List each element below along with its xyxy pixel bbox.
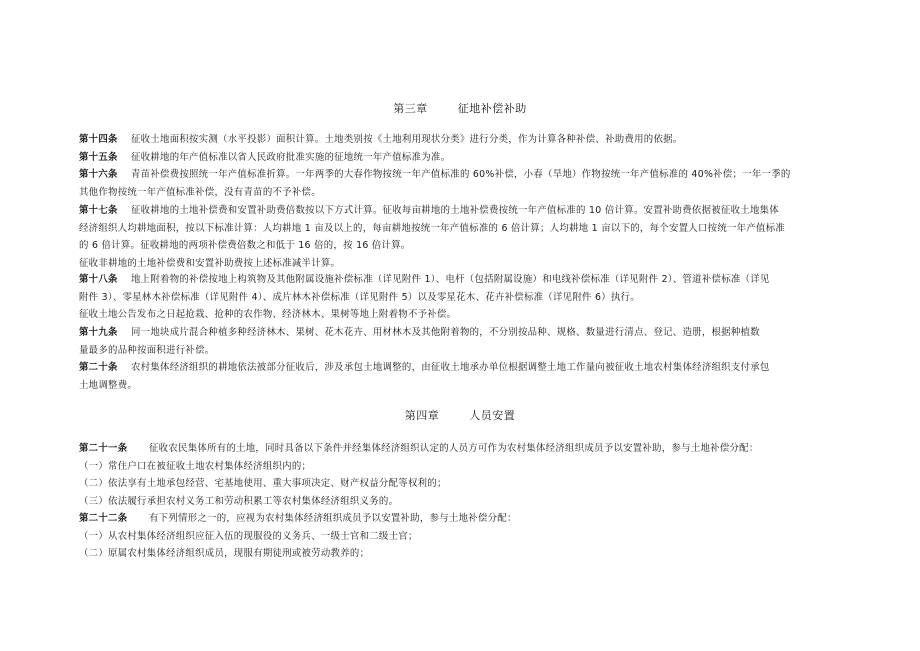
list-item: （二）依法享有土地承包经营、宅基地使用、重大事项决定、财产权益分配等权利的； [79,478,447,490]
article-text: 地上附着物的补偿按地上构筑物及其他附属设施补偿标准（详见附件 1）、电杆（包括附属设施）和电线补偿标准（详见附件 2）、管道补偿标准（详见 [131,274,770,285]
article-text: 征收农民集体所有的土地，同时具备以下条件并经集体经济组织认定的人员方可作为农村集体经济组织成员予以安置补助，参与土地补偿分配： [149,443,759,454]
article-16 [79,166,845,201]
article-text: 征收耕地的年产值标准以省人民政府批准实施的征地统一年产值标准为准。 [131,152,451,163]
article-text-continued: 其他作物按统一年产值标准补偿，没有青苗的不予补偿。 [79,186,321,198]
list-item: （二）原属农村集体经济组织成员，现服有期徒刑或被劳动教养的； [79,548,370,560]
article-text: 同一地块成片混合种植多种经济林木、果树、花木花卉、用材林木及其他附着物的，不分别按品种、规格、数量进行清点、登记、造册，根据种植数 [131,327,760,338]
article-label: 第十六条 [79,169,118,180]
article-text: 征收耕地的土地补偿费和安置补助费倍数按以下方式计算。征收每亩耕地的土地补偿费按统一年产值标准的 10 倍计算。安置补助费依据被征收土地集体 [131,205,779,216]
chapter-3-heading [0,100,920,116]
chapter-number: 第四章 [404,409,440,422]
article-label: 第十九条 [79,327,118,338]
article-label: 第二十条 [79,362,118,373]
article-label: 第十七条 [79,205,118,216]
article-14 [79,131,845,149]
article-label: 第二十一条 [79,443,128,454]
article-text-continued: 征收非耕地的土地补偿费和安置补助费按上述标准减半计算。 [79,257,341,269]
article-text-continued: 经济组织人均耕地面积，按以下标准计算：人均耕地 1 亩及以上的，每亩耕地按统一年产值标准的 6 倍计算；人均耕地 1 亩以下的，每个安置人口按统一年产值标准 [79,222,786,234]
article-text-continued: 量最多的品种按面积进行补偿。 [79,344,215,356]
article-text-continued: 征收土地公告发布之日起抢栽、抢种的农作物、经济林木、果树等地上附着物不予补偿。 [79,309,457,321]
article-label: 第十八条 [79,274,118,285]
article-text: 征收土地面积按实测（水平投影）面积计算。土地类别按《土地利用现状分类》进行分类，作为计算各种补偿、补助费用的依据。 [131,134,683,145]
article-label: 第二十二条 [79,513,128,524]
article-text-continued: 土地调整费。 [79,379,138,391]
list-item: （一）从农村集体经济组织应征入伍的现服役的义务兵、一级士官和二级士官； [79,530,418,542]
list-item: （一）常住户口在被征收土地农村集体经济组织内的； [79,460,312,472]
article-20 [79,359,845,394]
article-label: 第十五条 [79,152,118,163]
chapter-4-heading [0,407,920,423]
chapter-number: 第三章 [393,102,428,115]
article-text: 有下列情形之一的，应视为农村集体经济组织成员予以安置补助，参与土地补偿分配： [149,513,517,524]
article-text-continued: 附件 3）、零星林木补偿标准（详见附件 4）、成片林木补偿标准（详见附件 5）以及零星花木、花卉补偿标准（详见附件 6）执行。 [79,291,640,303]
chapter-title: 征地补偿补助 [457,102,527,115]
article-text-continued: 的 6 倍计算。征收耕地的两项补偿费倍数之和低于 16 倍的，按 16 倍计算。 [79,240,411,252]
article-text: 农村集体经济组织的耕地依法被部分征收后，涉及承包土地调整的，由征收土地承办单位根据调整土地工作量向被征收土地农村集体经济组织支付承包 [131,362,770,373]
article-label: 第十四条 [79,134,118,145]
list-item: （三）依法履行承担农村义务工和劳动积累工等农村集体经济组织义务的。 [79,495,399,507]
article-22 [79,510,845,563]
article-21 [79,440,845,510]
article-15 [79,149,845,167]
article-18 [79,271,845,324]
article-19 [79,324,845,359]
chapter-title: 人员安置 [469,409,516,422]
article-17 [79,202,845,272]
article-text: 青苗补偿费按照统一年产值标准折算。一年两季的大春作物按统一年产值标准的 60%补偿，小春（旱地）作物按统一年产值标准的 40%补偿；一年一季的 [131,169,791,180]
